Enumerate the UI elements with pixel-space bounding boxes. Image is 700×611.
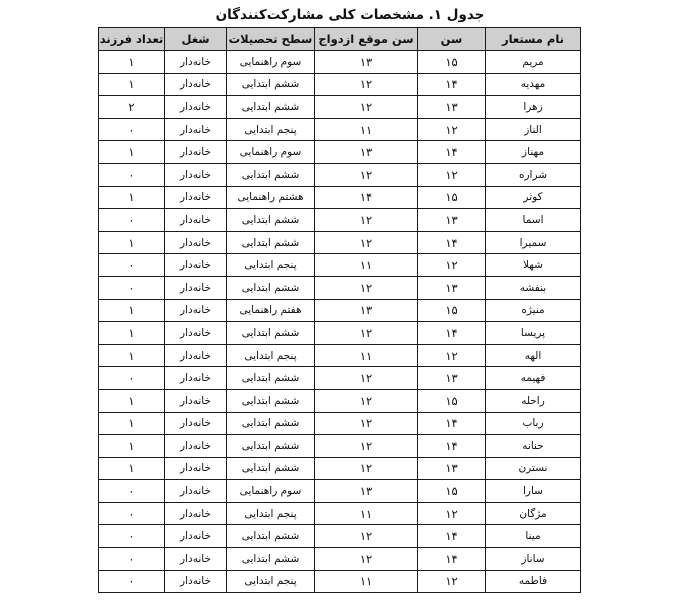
cell-children-count: ۱ — [99, 344, 165, 367]
cell-education-level: ششم ابتدایی — [227, 322, 315, 345]
cell-marriage-age: ۱۲ — [315, 163, 418, 186]
cell-occupation: خانه‌دار — [165, 344, 227, 367]
table-row — [99, 141, 581, 164]
cell-age: ۱۲ — [418, 254, 486, 277]
cell-age: ۱۲ — [418, 502, 486, 525]
header-age: سن — [418, 28, 486, 51]
cell-pseudonym: شراره — [486, 163, 581, 186]
cell-marriage-age: ۱۲ — [315, 231, 418, 254]
cell-children-count: ۱ — [99, 231, 165, 254]
cell-occupation: خانه‌دار — [165, 502, 227, 525]
cell-age: ۱۲ — [418, 118, 486, 141]
cell-occupation: خانه‌دار — [165, 73, 227, 96]
cell-children-count: ۱ — [99, 299, 165, 322]
cell-education-level: ششم ابتدایی — [227, 435, 315, 458]
header-occupation: شغل — [165, 28, 227, 51]
cell-occupation: خانه‌دار — [165, 525, 227, 548]
cell-pseudonym: کوثر — [486, 186, 581, 209]
cell-children-count: ۰ — [99, 570, 165, 593]
cell-children-count: ۰ — [99, 163, 165, 186]
cell-children-count: ۱ — [99, 73, 165, 96]
cell-children-count: ۰ — [99, 525, 165, 548]
cell-pseudonym: مهدیه — [486, 73, 581, 96]
cell-age: ۱۵ — [418, 299, 486, 322]
cell-education-level: ششم ابتدایی — [227, 412, 315, 435]
cell-age: ۱۴ — [418, 322, 486, 345]
cell-children-count: ۰ — [99, 480, 165, 503]
cell-pseudonym: زهرا — [486, 96, 581, 119]
table-row — [99, 276, 581, 299]
cell-occupation: خانه‌دار — [165, 367, 227, 390]
cell-education-level: هفتم راهنمایی — [227, 299, 315, 322]
cell-pseudonym: منیژه — [486, 299, 581, 322]
cell-marriage-age: ۱۲ — [315, 412, 418, 435]
cell-marriage-age: ۱۲ — [315, 276, 418, 299]
cell-education-level: ششم ابتدایی — [227, 163, 315, 186]
cell-pseudonym: مهناز — [486, 141, 581, 164]
cell-marriage-age: ۱۲ — [315, 73, 418, 96]
cell-occupation: خانه‌دار — [165, 412, 227, 435]
table-row — [99, 231, 581, 254]
cell-marriage-age: ۱۳ — [315, 299, 418, 322]
cell-children-count: ۱ — [99, 51, 165, 74]
cell-children-count: ۰ — [99, 367, 165, 390]
cell-occupation: خانه‌دار — [165, 299, 227, 322]
cell-marriage-age: ۱۲ — [315, 322, 418, 345]
cell-marriage-age: ۱۲ — [315, 209, 418, 232]
header-children-count: تعداد فرزند — [99, 28, 165, 51]
cell-occupation: خانه‌دار — [165, 209, 227, 232]
cell-occupation: خانه‌دار — [165, 548, 227, 571]
cell-education-level: ششم ابتدایی — [227, 209, 315, 232]
cell-age: ۱۳ — [418, 209, 486, 232]
cell-pseudonym: نسترن — [486, 457, 581, 480]
cell-pseudonym: حنانه — [486, 435, 581, 458]
participants-table — [98, 27, 581, 593]
cell-marriage-age: ۱۱ — [315, 502, 418, 525]
cell-age: ۱۵ — [418, 389, 486, 412]
cell-marriage-age: ۱۲ — [315, 435, 418, 458]
cell-education-level: ششم ابتدایی — [227, 73, 315, 96]
table-row — [99, 570, 581, 593]
cell-pseudonym: شهلا — [486, 254, 581, 277]
table-row — [99, 163, 581, 186]
cell-age: ۱۵ — [418, 480, 486, 503]
cell-marriage-age: ۱۲ — [315, 457, 418, 480]
cell-occupation: خانه‌دار — [165, 435, 227, 458]
cell-children-count: ۰ — [99, 209, 165, 232]
cell-occupation: خانه‌دار — [165, 457, 227, 480]
cell-occupation: خانه‌دار — [165, 118, 227, 141]
cell-occupation: خانه‌دار — [165, 231, 227, 254]
cell-children-count: ۱ — [99, 186, 165, 209]
table-row — [99, 254, 581, 277]
cell-pseudonym: فهیمه — [486, 367, 581, 390]
cell-age: ۱۴ — [418, 548, 486, 571]
table-row — [99, 502, 581, 525]
cell-education-level: ششم ابتدایی — [227, 389, 315, 412]
cell-education-level: ششم ابتدایی — [227, 525, 315, 548]
cell-pseudonym: بنفشه — [486, 276, 581, 299]
cell-age: ۱۴ — [418, 525, 486, 548]
table-row — [99, 525, 581, 548]
cell-education-level: ششم ابتدایی — [227, 276, 315, 299]
table-row — [99, 73, 581, 96]
cell-age: ۱۲ — [418, 344, 486, 367]
cell-age: ۱۳ — [418, 457, 486, 480]
cell-marriage-age: ۱۲ — [315, 548, 418, 571]
cell-age: ۱۴ — [418, 141, 486, 164]
cell-marriage-age: ۱۳ — [315, 141, 418, 164]
cell-children-count: ۱ — [99, 457, 165, 480]
cell-education-level: ششم ابتدایی — [227, 457, 315, 480]
cell-marriage-age: ۱۳ — [315, 51, 418, 74]
cell-occupation: خانه‌دار — [165, 322, 227, 345]
cell-age: ۱۴ — [418, 73, 486, 96]
cell-pseudonym: رباب — [486, 412, 581, 435]
cell-education-level: پنجم ابتدایی — [227, 118, 315, 141]
cell-education-level: پنجم ابتدایی — [227, 570, 315, 593]
cell-pseudonym: ساناز — [486, 548, 581, 571]
cell-marriage-age: ۱۴ — [315, 186, 418, 209]
cell-education-level: سوم راهنمایی — [227, 51, 315, 74]
header-marriage-age: سن موقع ازدواج — [315, 28, 418, 51]
cell-age: ۱۴ — [418, 435, 486, 458]
table-row — [99, 344, 581, 367]
cell-pseudonym: الهه — [486, 344, 581, 367]
cell-occupation: خانه‌دار — [165, 254, 227, 277]
cell-pseudonym: سمیرا — [486, 231, 581, 254]
table-row — [99, 118, 581, 141]
cell-occupation: خانه‌دار — [165, 570, 227, 593]
cell-education-level: پنجم ابتدایی — [227, 502, 315, 525]
cell-education-level: سوم راهنمایی — [227, 141, 315, 164]
cell-marriage-age: ۱۲ — [315, 96, 418, 119]
table-row — [99, 480, 581, 503]
cell-marriage-age: ۱۱ — [315, 344, 418, 367]
table-row — [99, 367, 581, 390]
table-row — [99, 435, 581, 458]
cell-children-count: ۰ — [99, 502, 165, 525]
table-row — [99, 96, 581, 119]
table-caption: جدول ۱. مشخصات کلی مشارکت‌کنندگان — [215, 7, 485, 23]
cell-occupation: خانه‌دار — [165, 480, 227, 503]
cell-marriage-age: ۱۲ — [315, 525, 418, 548]
cell-occupation: خانه‌دار — [165, 186, 227, 209]
cell-pseudonym: مینا — [486, 525, 581, 548]
cell-pseudonym: پریسا — [486, 322, 581, 345]
table-body — [99, 51, 581, 593]
cell-pseudonym: مژگان — [486, 502, 581, 525]
cell-age: ۱۳ — [418, 367, 486, 390]
table-row — [99, 186, 581, 209]
cell-age: ۱۴ — [418, 231, 486, 254]
cell-occupation: خانه‌دار — [165, 276, 227, 299]
cell-pseudonym: الناز — [486, 118, 581, 141]
cell-pseudonym: راحله — [486, 389, 581, 412]
cell-age: ۱۳ — [418, 276, 486, 299]
cell-age: ۱۵ — [418, 186, 486, 209]
cell-education-level: پنجم ابتدایی — [227, 344, 315, 367]
cell-children-count: ۰ — [99, 118, 165, 141]
cell-children-count: ۱ — [99, 389, 165, 412]
cell-age: ۱۵ — [418, 51, 486, 74]
cell-education-level: سوم راهنمایی — [227, 480, 315, 503]
cell-pseudonym: مریم — [486, 51, 581, 74]
cell-education-level: هشتم راهنمایی — [227, 186, 315, 209]
cell-age: ۱۲ — [418, 570, 486, 593]
cell-occupation: خانه‌دار — [165, 141, 227, 164]
cell-education-level: ششم ابتدایی — [227, 367, 315, 390]
cell-marriage-age: ۱۱ — [315, 118, 418, 141]
cell-pseudonym: سارا — [486, 480, 581, 503]
cell-education-level: ششم ابتدایی — [227, 548, 315, 571]
table-row — [99, 209, 581, 232]
table-row — [99, 51, 581, 74]
table-row — [99, 457, 581, 480]
header-education-level: سطح تحصیلات — [227, 28, 315, 51]
cell-children-count: ۰ — [99, 276, 165, 299]
cell-occupation: خانه‌دار — [165, 389, 227, 412]
table-row — [99, 389, 581, 412]
cell-children-count: ۱ — [99, 412, 165, 435]
header-pseudonym: نام مستعار — [486, 28, 581, 51]
cell-pseudonym: فاطمه — [486, 570, 581, 593]
cell-marriage-age: ۱۳ — [315, 480, 418, 503]
cell-age: ۱۲ — [418, 163, 486, 186]
cell-children-count: ۰ — [99, 548, 165, 571]
table-row — [99, 299, 581, 322]
table-row — [99, 322, 581, 345]
cell-pseudonym: اسما — [486, 209, 581, 232]
cell-education-level: ششم ابتدایی — [227, 231, 315, 254]
table-row — [99, 412, 581, 435]
cell-age: ۱۳ — [418, 96, 486, 119]
cell-children-count: ۱ — [99, 435, 165, 458]
cell-marriage-age: ۱۲ — [315, 389, 418, 412]
cell-occupation: خانه‌دار — [165, 163, 227, 186]
cell-age: ۱۴ — [418, 412, 486, 435]
cell-marriage-age: ۱۱ — [315, 254, 418, 277]
cell-marriage-age: ۱۱ — [315, 570, 418, 593]
cell-children-count: ۲ — [99, 96, 165, 119]
cell-occupation: خانه‌دار — [165, 96, 227, 119]
table-header-row — [99, 28, 581, 51]
participants-table-container — [98, 27, 580, 593]
cell-education-level: ششم ابتدایی — [227, 96, 315, 119]
cell-children-count: ۰ — [99, 254, 165, 277]
cell-education-level: پنجم ابتدایی — [227, 254, 315, 277]
cell-children-count: ۱ — [99, 141, 165, 164]
cell-children-count: ۱ — [99, 322, 165, 345]
table-row — [99, 548, 581, 571]
cell-occupation: خانه‌دار — [165, 51, 227, 74]
cell-marriage-age: ۱۲ — [315, 367, 418, 390]
